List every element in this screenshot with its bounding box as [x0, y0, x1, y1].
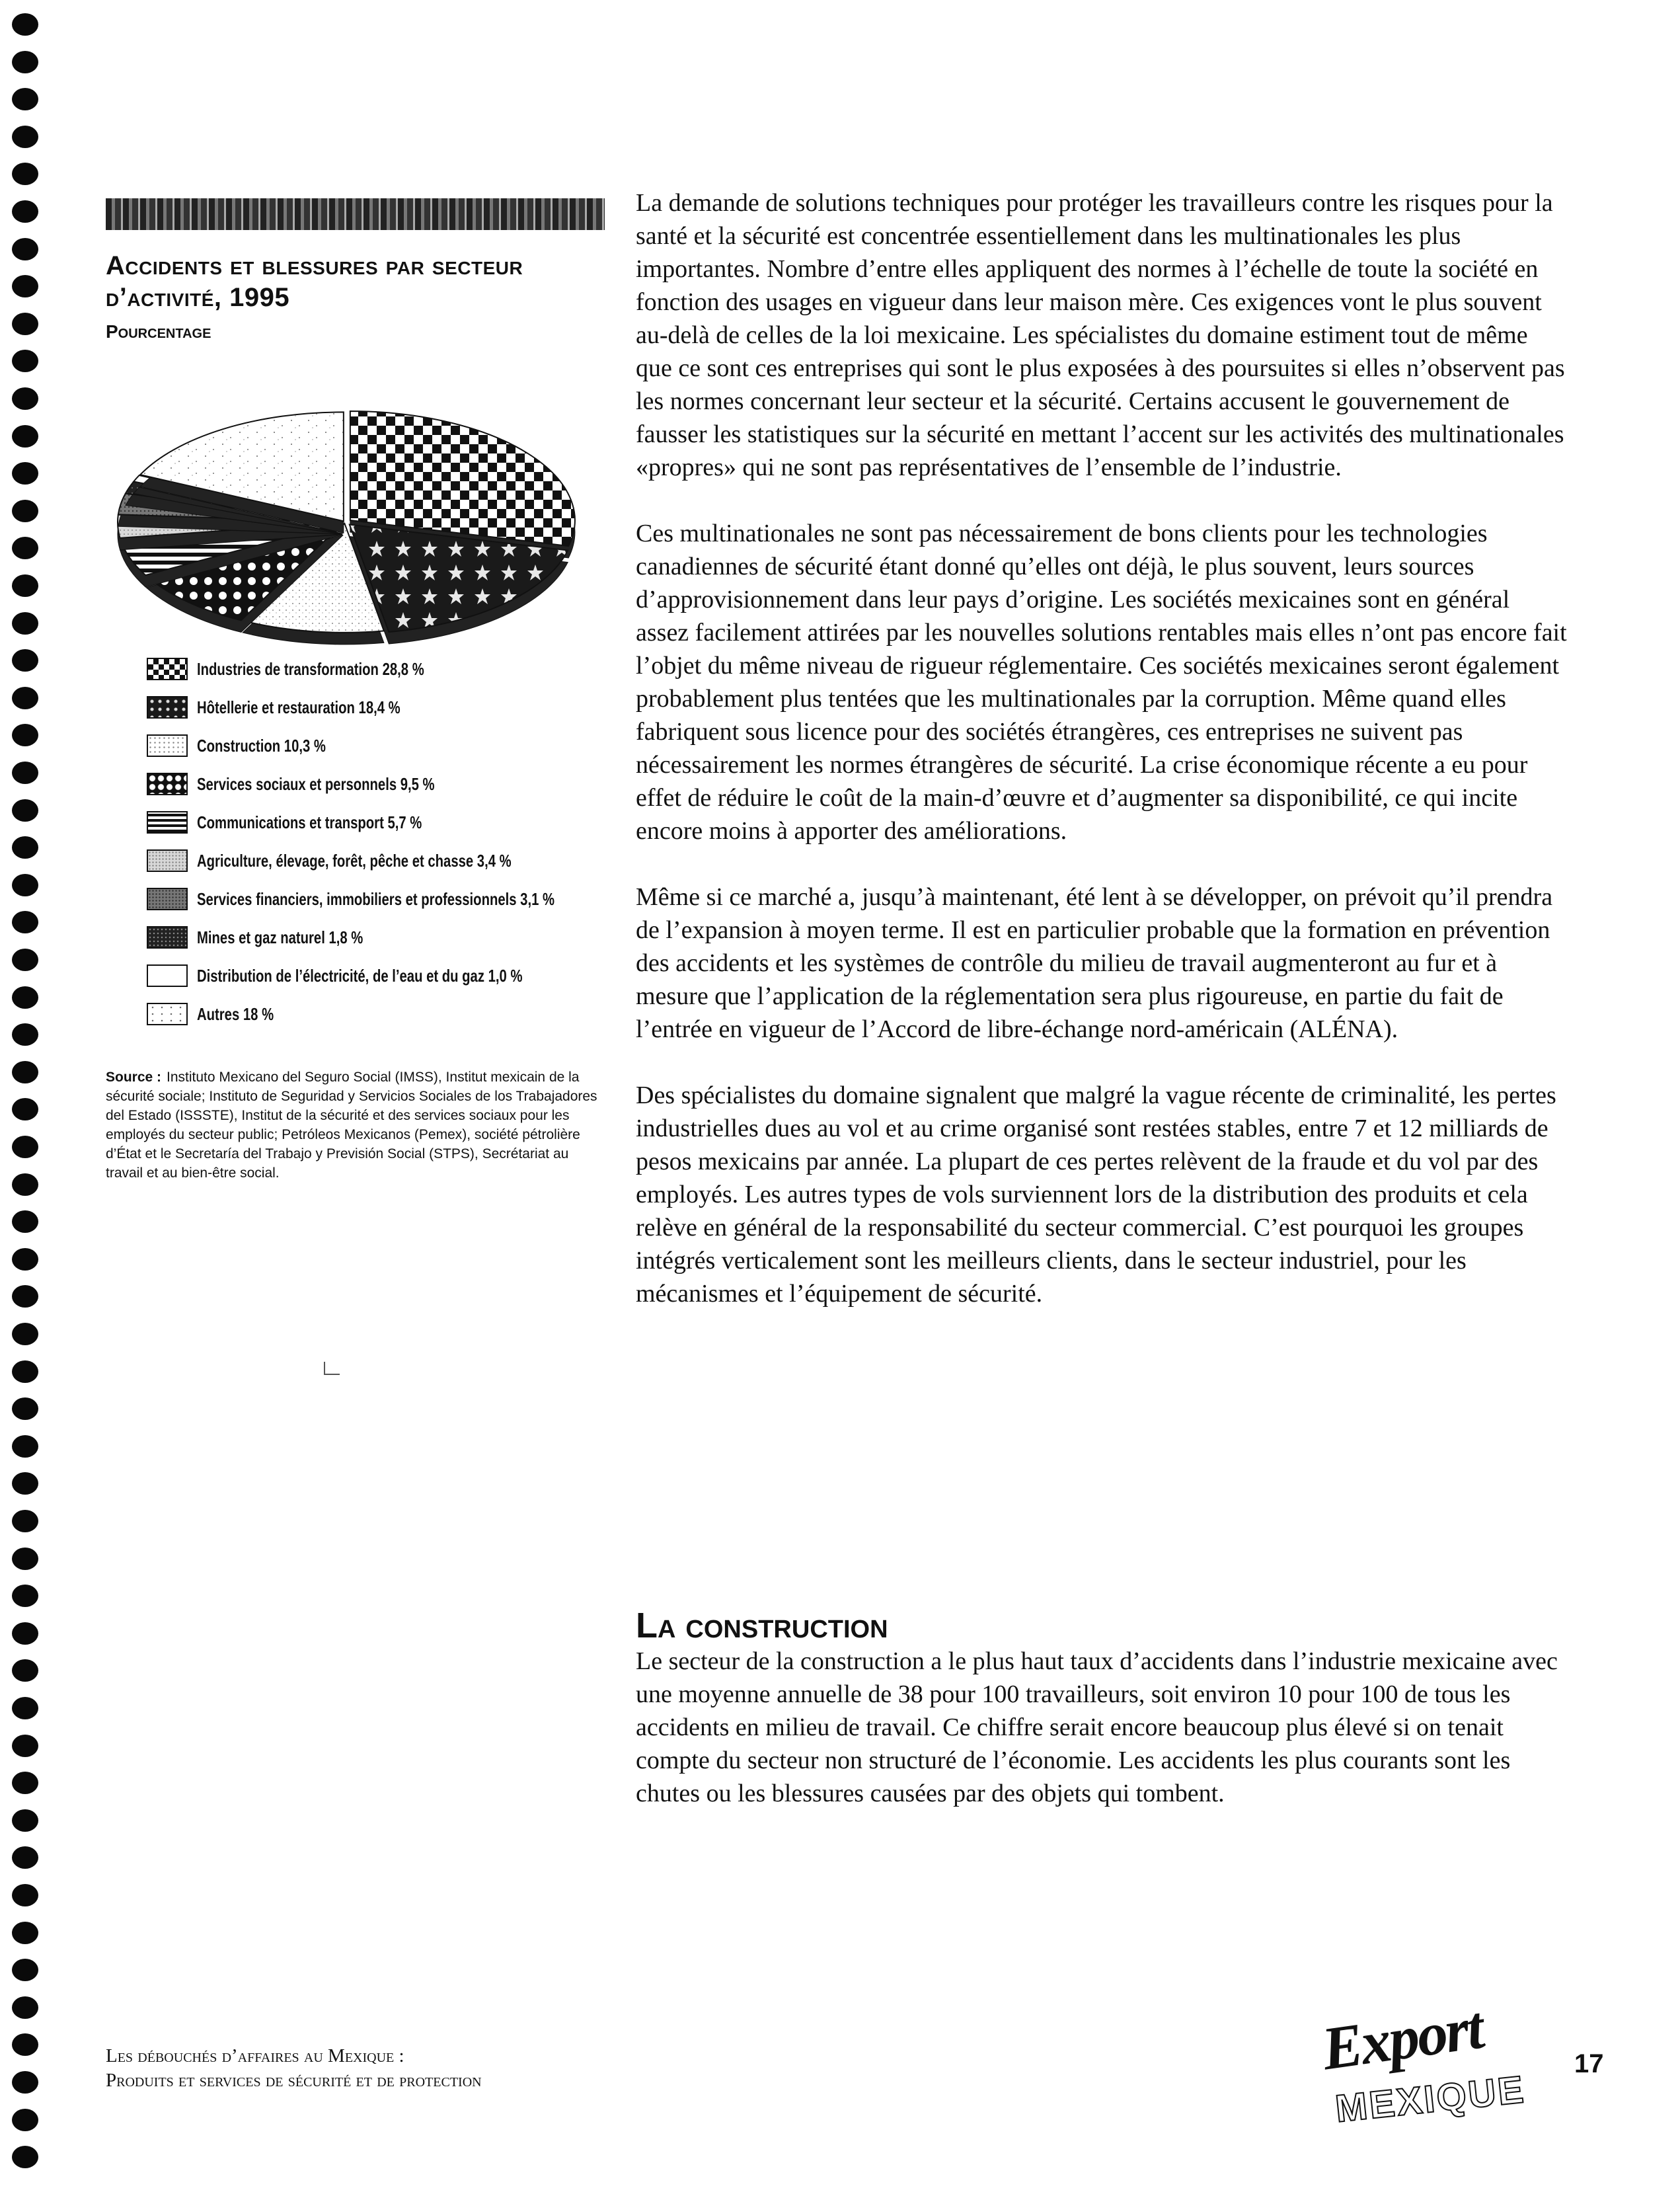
binding-hole [12, 1884, 38, 1906]
legend-swatch [147, 849, 188, 872]
source-label: Source : [106, 1070, 162, 1085]
legend-swatch [147, 964, 188, 987]
binding-hole [12, 200, 38, 223]
binding-hole [12, 1622, 38, 1645]
body-paragraph-4: Des spécialistes du domaine signalent que malgré la vague récente de criminalité, les pertes industrielles dues au vol et au crime organisé sont restées stables, entre 7 et 12 milliards de pesos mexicains par année. La plupart de ces pertes relèvent de la fraude et du vol par des employés. Les autres types de vols surviennent lors de la distribution des produits et cela relève en général de la responsabilité du secteur commercial. C’est pourquoi les groupes intégrés verticalement sont les meilleurs clients, dans le secteur industriel, pour les mécanismes et l’équipement de sécurité. [636, 1081, 1556, 1308]
legend-label: Construction 10,3 % [197, 735, 326, 756]
binding-hole [12, 1585, 38, 1607]
binding-hole [12, 387, 38, 410]
legend-label: Agriculture, élevage, forêt, pêche et chasse 3,4 % [197, 850, 512, 871]
page-number: 17 [1574, 2049, 1604, 2078]
legend-item [147, 846, 600, 875]
binding-hole [12, 275, 38, 297]
legend-item [147, 693, 457, 722]
legend-label: Mines et gaz naturel 1,8 % [197, 927, 363, 947]
legend-item [147, 808, 485, 837]
legend-label: Hôtellerie et restauration 18,4 % [197, 697, 401, 717]
binding-hole [12, 1360, 38, 1383]
binding-hole [12, 1098, 38, 1120]
legend-item [147, 654, 488, 684]
binding-hole [12, 1248, 38, 1271]
binding-hole [12, 313, 38, 335]
binding-hole [12, 2071, 38, 2094]
binding-hole [12, 1659, 38, 1682]
legend-swatch [147, 811, 188, 834]
legend-label: Services financiers, immobiliers et professionnels 3,1 % [197, 888, 555, 909]
binding-hole [12, 13, 38, 36]
binding-hole [12, 425, 38, 448]
binding-hole [12, 612, 38, 635]
binding-hole [12, 1397, 38, 1420]
binding-hole [12, 836, 38, 859]
binding-hole [12, 574, 38, 597]
section-text: Le secteur de la construction a le plus haut taux d’accidents dans l’industrie mexicaine avec une moyenne annuelle de 38 pour 100 travailleurs, soit environ 10 pour 100 de tous les accidents en milieu de travail. Ce chiffre serait encore beaucoup plus élevé si on tenait compte du secteur non structuré de l’économie. Les accidents les plus courants sont les chutes ou les blessures causées par des objets qui tombent. [636, 1647, 1558, 1807]
chart-title: Accidents et blessures par secteur d’activité, 1995 [106, 251, 523, 312]
binding-hole [12, 1023, 38, 1046]
binding-hole [12, 874, 38, 896]
binding-hole [12, 1735, 38, 1757]
footer-line-2: Produits et services de sécurité et de protection [106, 2070, 482, 2091]
legend-label: Communications et transport 5,7 % [197, 812, 422, 832]
legend-item [147, 923, 410, 952]
legend-label: Autres 18 % [197, 1003, 274, 1024]
binding-hole [12, 51, 38, 73]
chart-subtitle: Pourcentage [106, 321, 211, 342]
binding-hole [12, 1435, 38, 1458]
binding-hole [12, 1136, 38, 1158]
binding-hole [12, 1922, 38, 1944]
source-text: Instituto Mexicano del Seguro Social (IMSS), Institut mexicain de la sécurité sociale; Instituto de Seguridad y Servicios Sociales de los Trabajadores del Estado (ISSSTE), Institut de la sécurité et des services sociaux pour les employés du secteur public; Petróleos Mexicanos (Pemex), société pétrolière d’État et le Secretaría del Trabajo y Previsión Social (STPS), Secrétariat au travail et au bien-être social. [106, 1070, 597, 1181]
binding-hole [12, 799, 38, 822]
legend-swatch [147, 696, 188, 719]
legend-item [147, 1000, 295, 1029]
page-footer [106, 2044, 482, 2093]
chart-source [106, 1068, 608, 1183]
binding-hole [12, 649, 38, 672]
binding-hole [12, 126, 38, 148]
logo-wordmark-top: Export [1318, 1993, 1486, 2083]
binding-hole [12, 537, 38, 559]
chart-header-banner [106, 198, 605, 230]
binding-hole [12, 163, 38, 185]
binding-hole [12, 2109, 38, 2131]
legend-label: Services sociaux et personnels 9,5 % [197, 773, 435, 794]
logo-wordmark-bottom: MEXIQUE [1333, 2068, 1528, 2131]
binding-hole [12, 88, 38, 110]
binding-hole [12, 986, 38, 1009]
legend-swatch [147, 926, 188, 949]
binding-hole [12, 762, 38, 784]
binding-hole [12, 1210, 38, 1233]
footer-line-1: Les débouchés d’affaires au Mexique : [106, 2045, 404, 2066]
legend-label: Distribution de l’électricité, de l’eau et du gaz 1,0 % [197, 965, 523, 986]
legend-swatch [147, 1003, 188, 1025]
binding-hole [12, 1061, 38, 1083]
binding-hole [12, 1323, 38, 1345]
legend-swatch [147, 773, 188, 795]
binding-hole [12, 1846, 38, 1869]
section-heading: La construction [636, 1606, 888, 1645]
binding-hole [12, 462, 38, 485]
binding-hole [12, 238, 38, 260]
binding-hole [12, 500, 38, 522]
binding-hole [12, 350, 38, 372]
binding-hole [12, 1548, 38, 1570]
pie-chart [99, 370, 615, 648]
binding-hole [12, 687, 38, 709]
spiral-binding [12, 13, 41, 2188]
legend-item [147, 961, 614, 990]
legend-item [147, 884, 656, 914]
binding-hole [12, 1472, 38, 1495]
binding-hole [12, 1959, 38, 1981]
pencil-mark [324, 1362, 340, 1375]
binding-hole [12, 1996, 38, 2019]
legend-item [147, 769, 502, 799]
binding-hole [12, 1697, 38, 1719]
body-paragraph-3: Même si ce marché a, jusqu’à maintenant, été lent à se développer, on prévoit qu’il prendra de l’expansion à moyen terme. Il est en particulier probable que la formation en prévention des accidents et les systèmes de contrôle du milieu de travail augmenteront au fur et à mesure que l’application de la réglementation sera plus rigoureuse, en partie du fait de l’entrée en vigueur de l’Accord de libre-échange nord-américain (ALÉNA). [636, 883, 1553, 1043]
body-paragraph-1: La demande de solutions techniques pour protéger les travailleurs contre les risques pour la santé et la sécurité est concentrée essentiellement dans les multinationales les plus importantes. Nombre d’entre elles appliquent des normes à l’échelle de toute la société en fonction des usages en vigueur dans leur maison mère. Ces exigences vont le plus souvent au-delà de celles de la loi mexicaine. Les spécialistes du domaine estiment tout de même que ce sont ces entreprises qui sont le plus exposées à des poursuites si elles n’observent pas les normes concernant leur secteur et la sécurité. Certains accusent le gouvernement de fausser les statistiques sur la sécurité en mettant l’accent sur les activités des multinationales «propres» qui ne sont pas représentatives de l’ensemble de l’industrie. [636, 189, 1565, 481]
binding-hole [12, 1285, 38, 1308]
legend-label: Industries de transformation 28,8 % [197, 658, 424, 679]
export-mexique-logo [1315, 1993, 1528, 2135]
binding-hole [12, 1510, 38, 1532]
binding-hole [12, 1809, 38, 1832]
binding-hole [12, 2146, 38, 2168]
binding-hole [12, 949, 38, 971]
legend-swatch [147, 888, 188, 910]
legend-swatch [147, 734, 188, 757]
body-text [636, 186, 1568, 1343]
binding-hole [12, 724, 38, 746]
binding-hole [12, 1772, 38, 1794]
binding-hole [12, 2033, 38, 2056]
binding-hole [12, 1173, 38, 1196]
body-paragraph-2: Ces multinationales ne sont pas nécessairement de bons clients pour les technologies canadiennes de sécurité étant donné qu’elles ont déjà, le plus souvent, leurs sources d’approvisionnement dans leur pays d’origine. Les sociétés mexicaines sont en général assez facilement attirées par les nouvelles solutions rentables mais elles n’ont pas encore fait l’objet du même niveau de rigueur réglementaire. Ces sociétés mexicaines seront également probablement plus tentées que les multinationales par la corruption. Même quand elles fabriquent sous licence pour des sociétés étrangères, ces entreprises ne suivent pas nécessairement les normes étrangères de sécurité. La crise économique récente a eu pour effet de réduire le coût de la main-d’œuvre et d’augmenter sa disponibilité, ce qui incite encore moins à apporter des améliorations. [636, 520, 1567, 845]
binding-hole [12, 911, 38, 933]
legend-swatch [147, 658, 188, 680]
legend-item [147, 731, 362, 760]
